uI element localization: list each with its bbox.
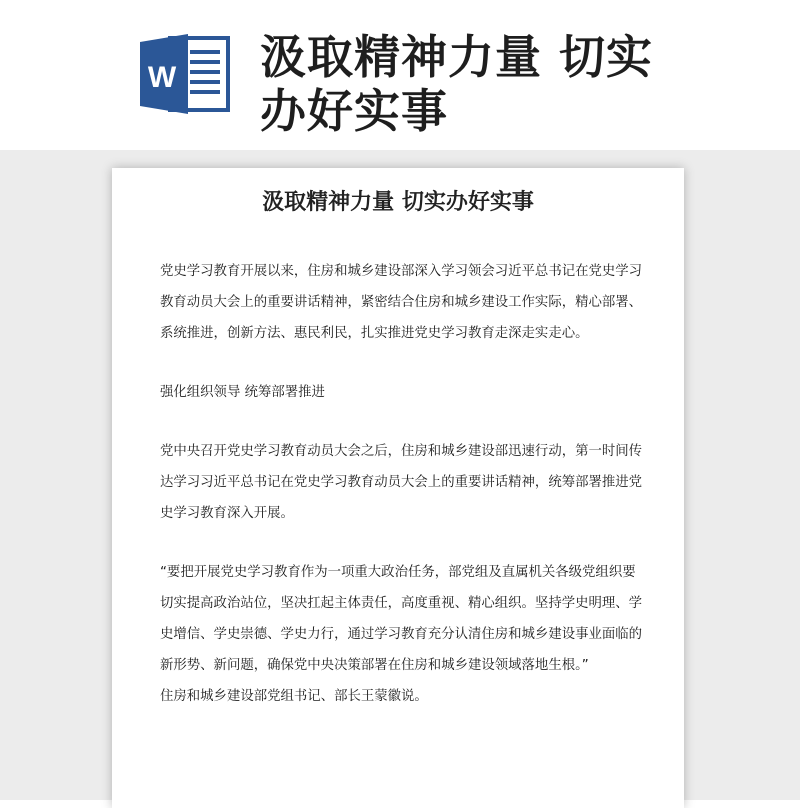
page-title-line-1: 汲取精神力量 切实	[260, 30, 654, 84]
header	[0, 0, 800, 150]
document-body	[160, 256, 648, 740]
document-page	[112, 168, 684, 808]
page-title-line-2: 办好实事	[260, 84, 448, 138]
paragraph-intro: 党史学习教育开展以来，住房和城乡建设部深入学习领会习近平总书记在党史学习教育动员大会上的重要讲话精神，紧密结合住房和城乡建设工作实际，精心部署、系统推进，创新方法、惠民利民，扎实推进党史学习教育走深走实走心。	[160, 264, 643, 341]
paragraph-meeting: 党中央召开党史学习教育动员大会之后，住房和城乡建设部迅速行动，第一时间传达学习习近平总书记在党史学习教育动员大会上的重要讲话精神，统筹部署推进党史学习教育深入开展。	[160, 444, 643, 521]
page-title	[260, 30, 780, 138]
word-icon-letter: W	[147, 61, 177, 94]
paragraph-attribution: 住房和城乡建设部党组书记、部长王蒙徽说。	[160, 689, 428, 704]
paragraph-quote: “要把开展党史学习教育作为一项重大政治任务，部党组及直属机关各级党组织要切实提高政治站位，坚决扛起主体责任，高度重视、精心组织。坚持学史明理、学史增信、学史崇德、学史力行，通过学习教育充分认清住房和城乡建设事业面临的新形势、新问题，确保党中央决策部署在住房和城乡建设领域落地生根。”	[160, 565, 643, 673]
section-heading: 强化组织领导 统筹部署推进	[160, 385, 325, 400]
document-title: 汲取精神力量 切实办好实事	[262, 190, 534, 215]
word-icon	[140, 32, 232, 116]
